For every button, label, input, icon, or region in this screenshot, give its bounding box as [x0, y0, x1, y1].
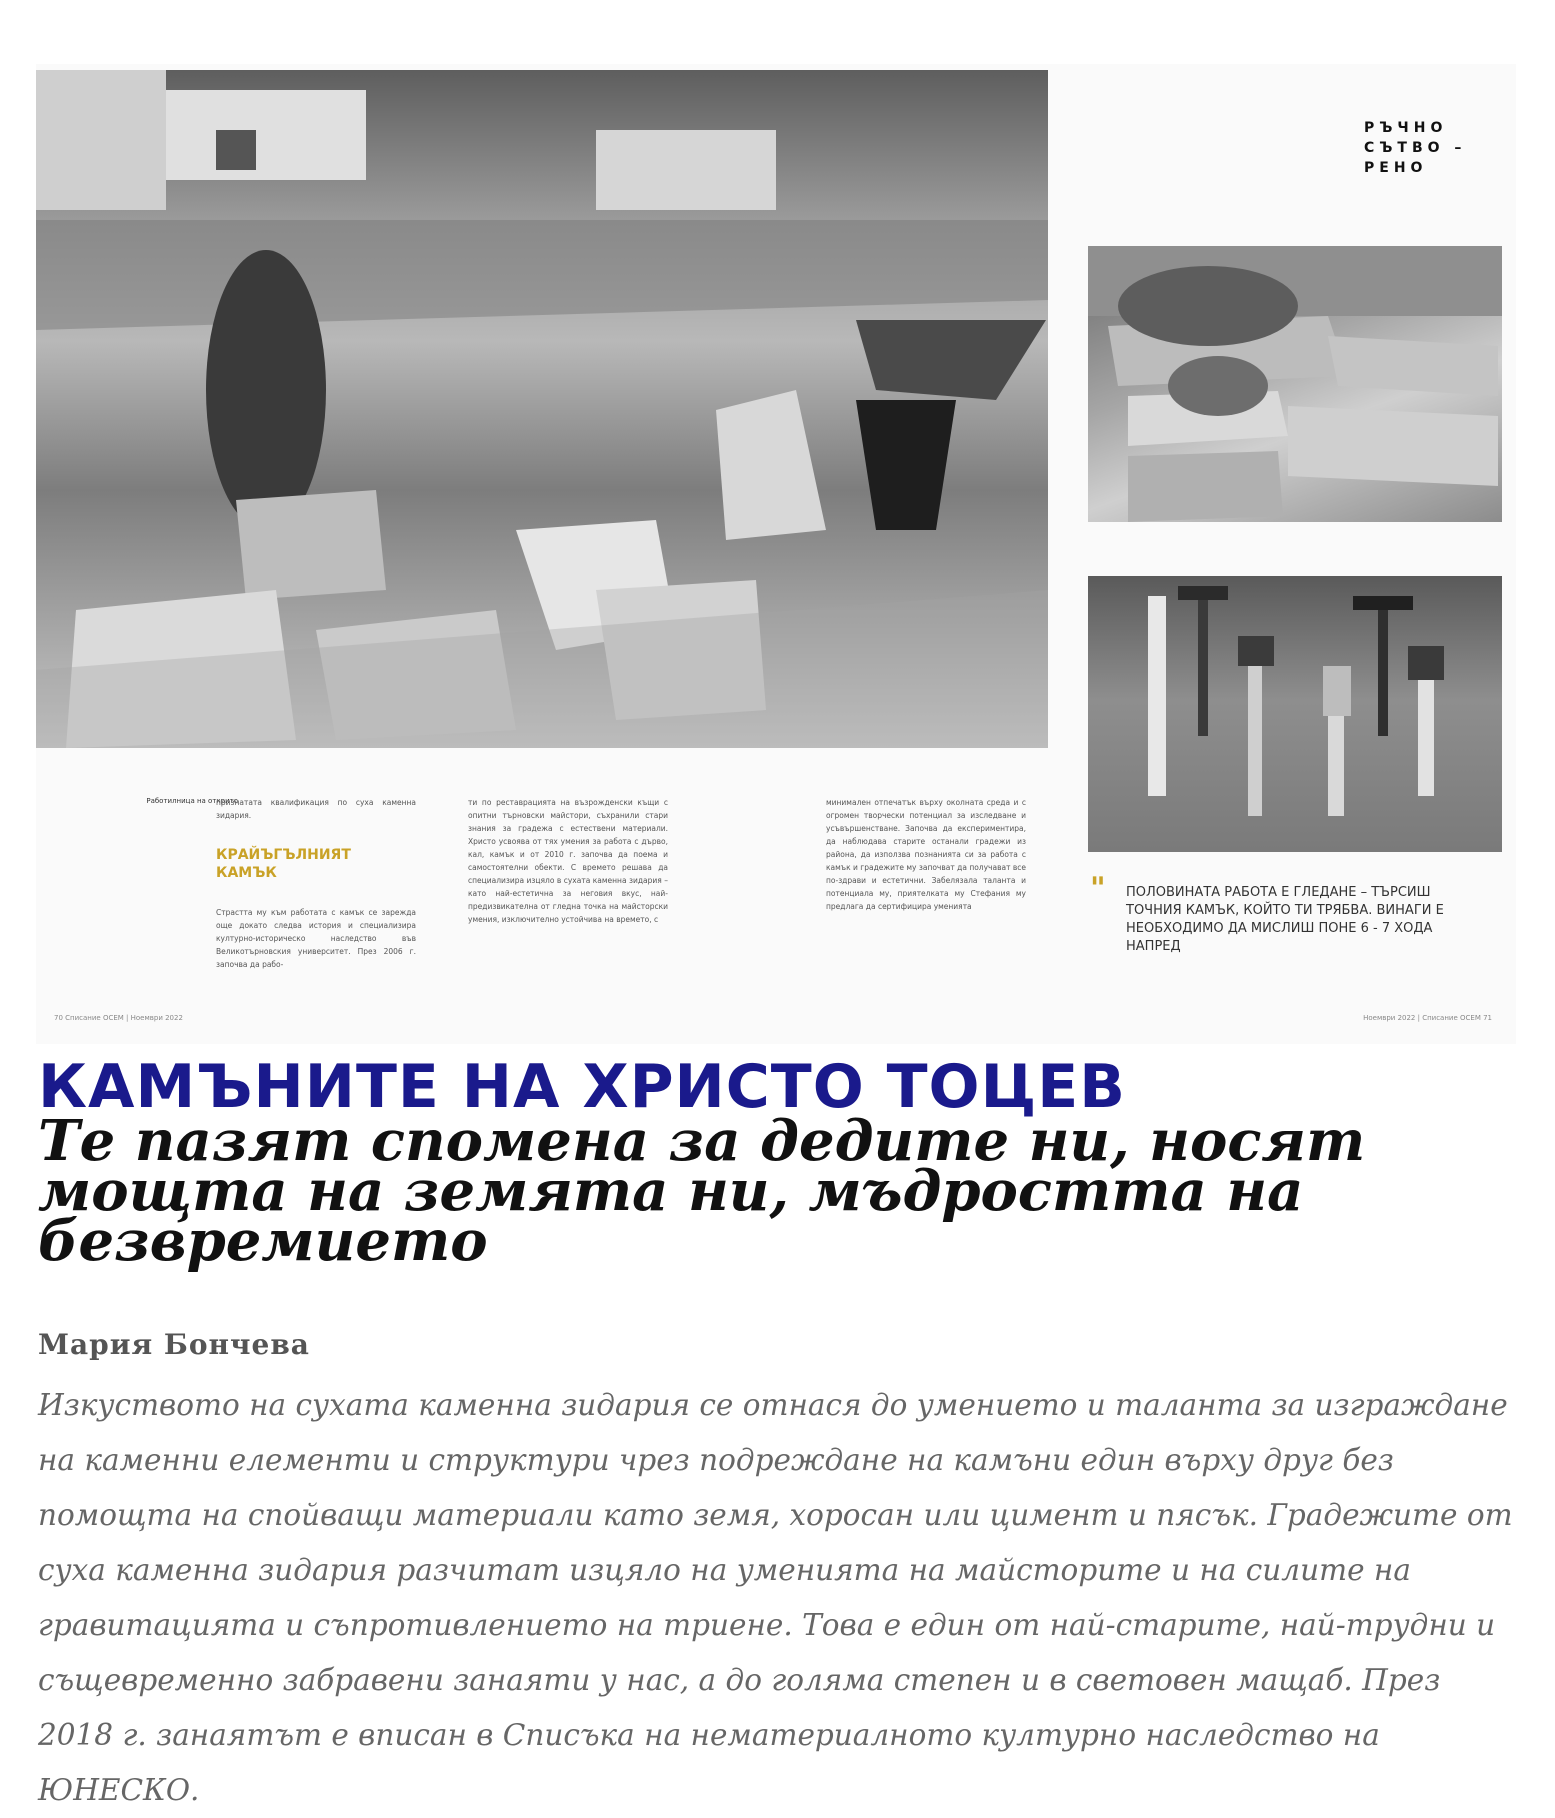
photo-tools	[1088, 576, 1502, 852]
footer-right: Ноември 2022 | Списание ОСЕМ 71	[1363, 1014, 1492, 1022]
main-photo-stonemason	[36, 70, 1048, 748]
footer-left: 70 Списание ОСЕМ | Ноември 2022	[54, 1014, 183, 1022]
spread-column-2: ти по реставрацията на възрожденски къщи с опитни търновски майстори, съхранили стари знания за градежа с естествени материали. Христо усвоява от тях умения за работа с дърво, кал, камък и от 2010 г. започва да поема и самостоятелни обекти. С времето решава да специализира изцяло в сухата каменна зидария – като най-естетична за неговия вкус, най-предизвикателна от гледна точка на майсторски умения, изключително устойчива на времето, с	[468, 798, 668, 924]
col1-top-text: признатата квалификация по суха каменна зидария.	[216, 798, 416, 820]
article-subtitle: Те пазят спомена за дедите ни, носят мощта на земята ни, мъдростта на безвремието	[38, 1108, 1366, 1274]
brand-logo: РЪЧНО СЪТВО –РЕНО	[1364, 120, 1467, 176]
spread-column-3: минимален отпечатък върху околната среда и с огромен творчески потенциал за изследване и усъвършенстване. Започва да експериментира, да наблюдава старите останали градежи из района, да използва познанията си за работа с камък и градежите му започват да получават все по-здрави и естетични. Забелязала таланта и потенциала му, приятелката му Стефания му предлага да сертифицира уменията	[826, 798, 1026, 911]
spread-subhead: КРАЙЪГЪЛНИЯТ КАМЪК	[216, 847, 351, 881]
pull-quote	[1090, 871, 1456, 956]
article-title: КАМЪНИТЕ НА ХРИСТО ТОЦЕВ	[38, 1052, 1126, 1122]
quote-mark-icon: "	[1090, 871, 1106, 906]
col1-body-text: Страстта му към работата с камък се зарежда още докато следва история и специализира културно-историческо наследство във Великотърновския университет. През 2006 г. започва да рабо-	[216, 908, 416, 969]
pull-quote-text: ПОЛОВИНАТА РАБОТА Е ГЛЕДАНЕ – ТЪРСИШ ТОЧНИЯ КАМЪК, КОЙТО ТИ ТРЯБВА. ВИНАГИ Е НЕОБХОДИМО ДА МИСЛИШ ПОНЕ 6 - 7 ХОДА НАПРЕД	[1126, 885, 1444, 954]
photo-caption: Работилница на открито	[146, 797, 238, 805]
magazine-spread	[36, 64, 1516, 1044]
spread-column-1	[216, 796, 416, 971]
article-author: Мария Бончева	[38, 1328, 310, 1361]
article-body: Изкуството на сухата каменна зидария се отнася до умението и таланта за изграждане на каменни елементи и структури чрез подреждане на камъни един върху друг без помощта на спойващи материали като земя, хоросан или цимент и пясък. Градежите от суха каменна зидария разчитат изцяло на уменията на майсторите и на силите на гравитацията и съпротивлението на триене. Това е един от най-старите, най-трудни и същевременно забравени занаяти у нас, а до голяма степен и в световен мащаб. През 2018 г. занаятът е вписан в Списъка на нематериалното културно наследство на ЮНЕСКО.	[38, 1388, 1513, 1807]
photo-stone-wall	[1088, 246, 1502, 522]
